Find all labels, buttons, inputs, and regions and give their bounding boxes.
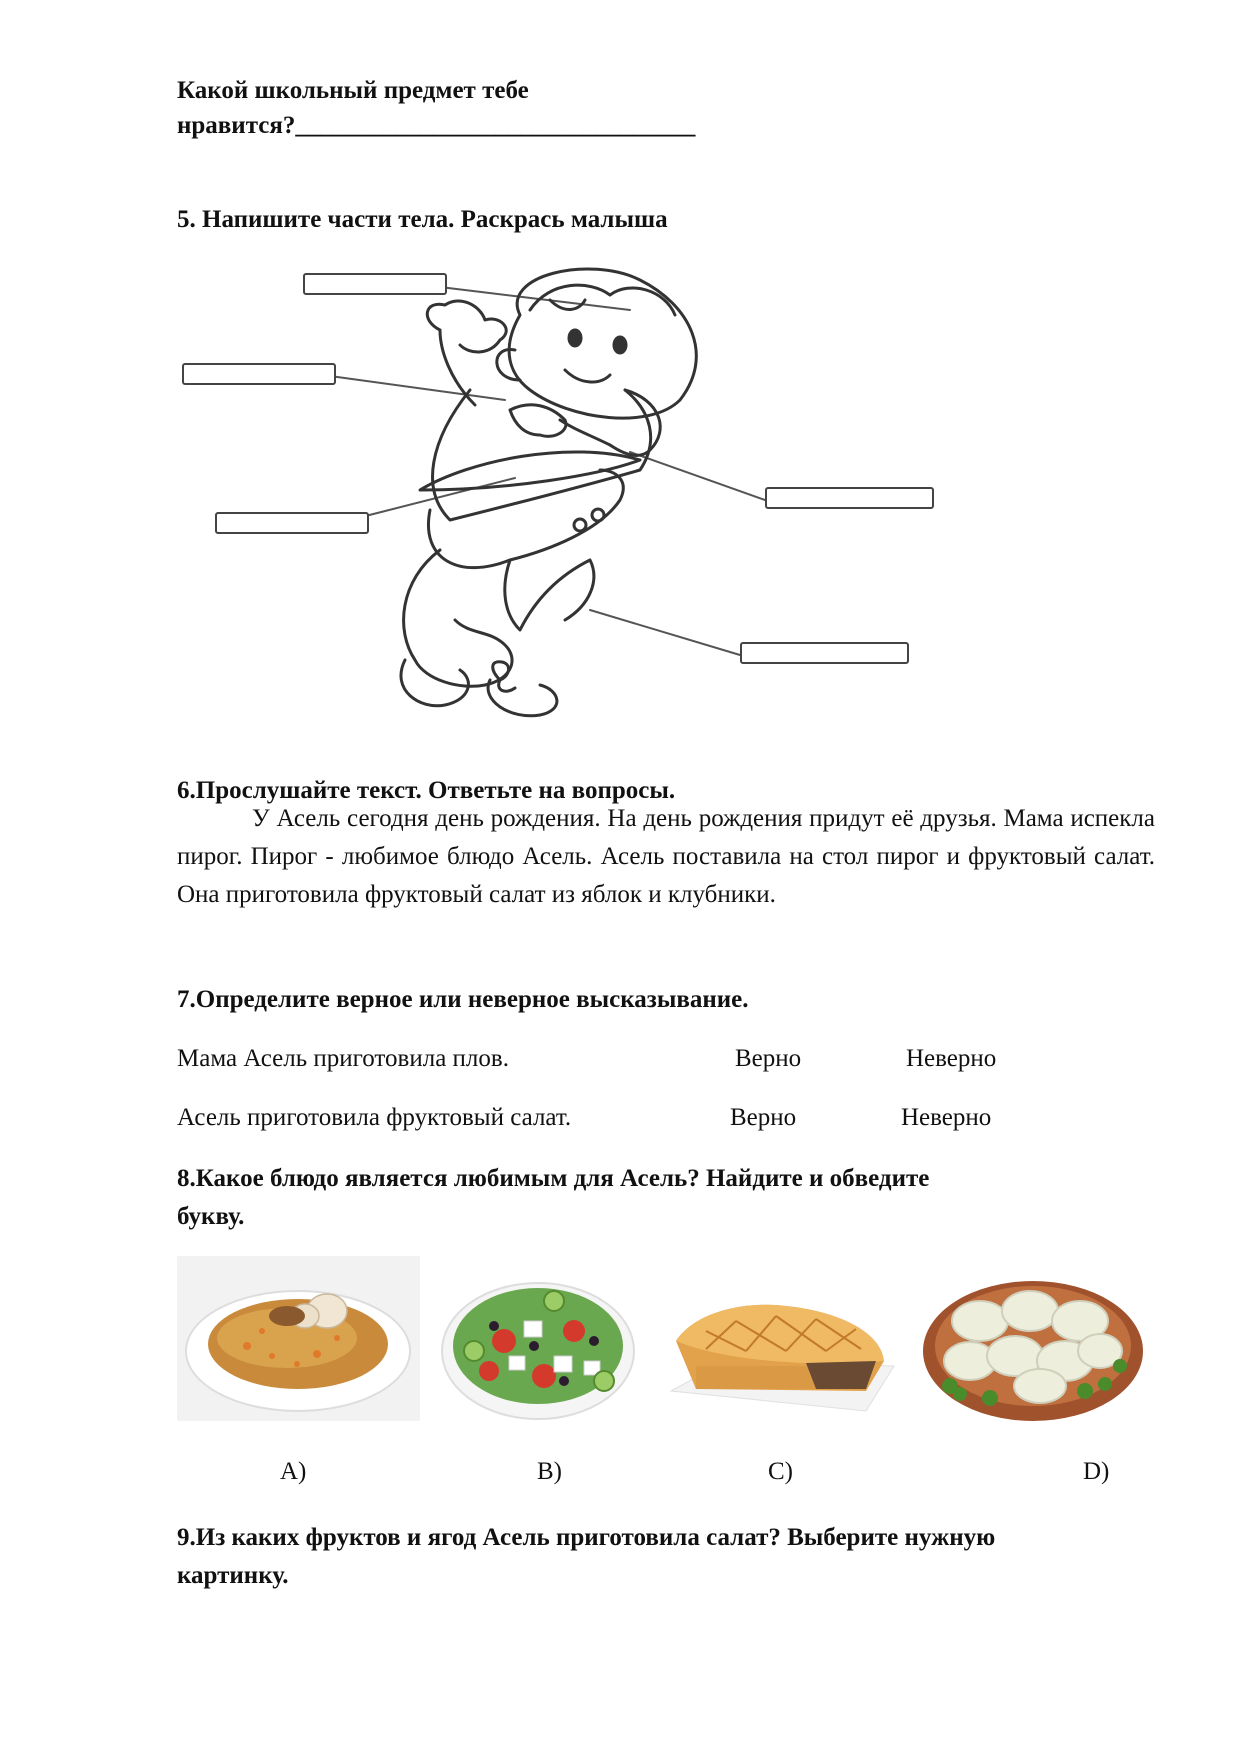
q4-line1: Какой школьный предмет тебе [177, 77, 529, 104]
option-b[interactable]: B) [537, 1458, 562, 1485]
plov-image[interactable] [177, 1256, 420, 1421]
manti-image[interactable] [920, 1266, 1146, 1424]
q4-line2: нравится?________________________________ [177, 112, 696, 139]
q6-paragraph-text: У Асель сегодня день рождения. На день рождения придут её друзья. Мама испекла пирог. Пирог - любимое блюдо Асель. Асель поставила на стол пирог и фруктовый салат. Она приготовила фруктовый салат из яблок и клубники. [177, 805, 1155, 908]
q7-statement-1: Мама Асель приготовила плов. [177, 1045, 509, 1072]
q7-true-option-2[interactable]: Верно [730, 1104, 797, 1131]
q7-statement-2: Асель приготовила фруктовый салат. [177, 1104, 572, 1131]
label-box-hair[interactable] [303, 273, 447, 295]
q6-title: 6.Прослушайте текст. Ответьте на вопросы. [177, 777, 676, 804]
label-box-tummy[interactable] [215, 512, 369, 534]
label-box-arm[interactable] [765, 487, 934, 509]
pie-image[interactable] [666, 1271, 899, 1425]
option-d[interactable]: D) [1083, 1458, 1110, 1485]
option-c[interactable]: C) [768, 1458, 793, 1485]
salad-image[interactable] [434, 1271, 642, 1425]
option-a[interactable]: A) [280, 1458, 307, 1485]
q9-title-line2: картинку. [177, 1562, 289, 1589]
baby-illustration-area [170, 260, 950, 730]
pie-drawing [666, 1271, 899, 1425]
q9-title-line1: 9.Из каких фруктов и ягод Асель приготовила салат? Выберите нужную [177, 1524, 996, 1551]
q6-paragraph [177, 800, 1155, 914]
manti-drawing [920, 1266, 1146, 1424]
q7-false-option-1[interactable]: Неверно [906, 1045, 997, 1072]
q8-title-line1: 8.Какое блюдо является любимым для Асель? Найдите и обведите [177, 1165, 930, 1192]
q7-title: 7.Определите верное или неверное высказывание. [177, 986, 749, 1013]
label-box-leg[interactable] [740, 642, 909, 664]
q7-false-option-2[interactable]: Неверно [901, 1104, 992, 1131]
salad-drawing [434, 1271, 642, 1425]
q5-title: 5. Напишите части тела. Раскрась малыша [177, 206, 668, 233]
plov-drawing [177, 1256, 420, 1421]
q8-title-line2: букву. [177, 1203, 245, 1230]
q7-true-option-1[interactable]: Верно [735, 1045, 802, 1072]
label-box-hand[interactable] [182, 363, 336, 385]
